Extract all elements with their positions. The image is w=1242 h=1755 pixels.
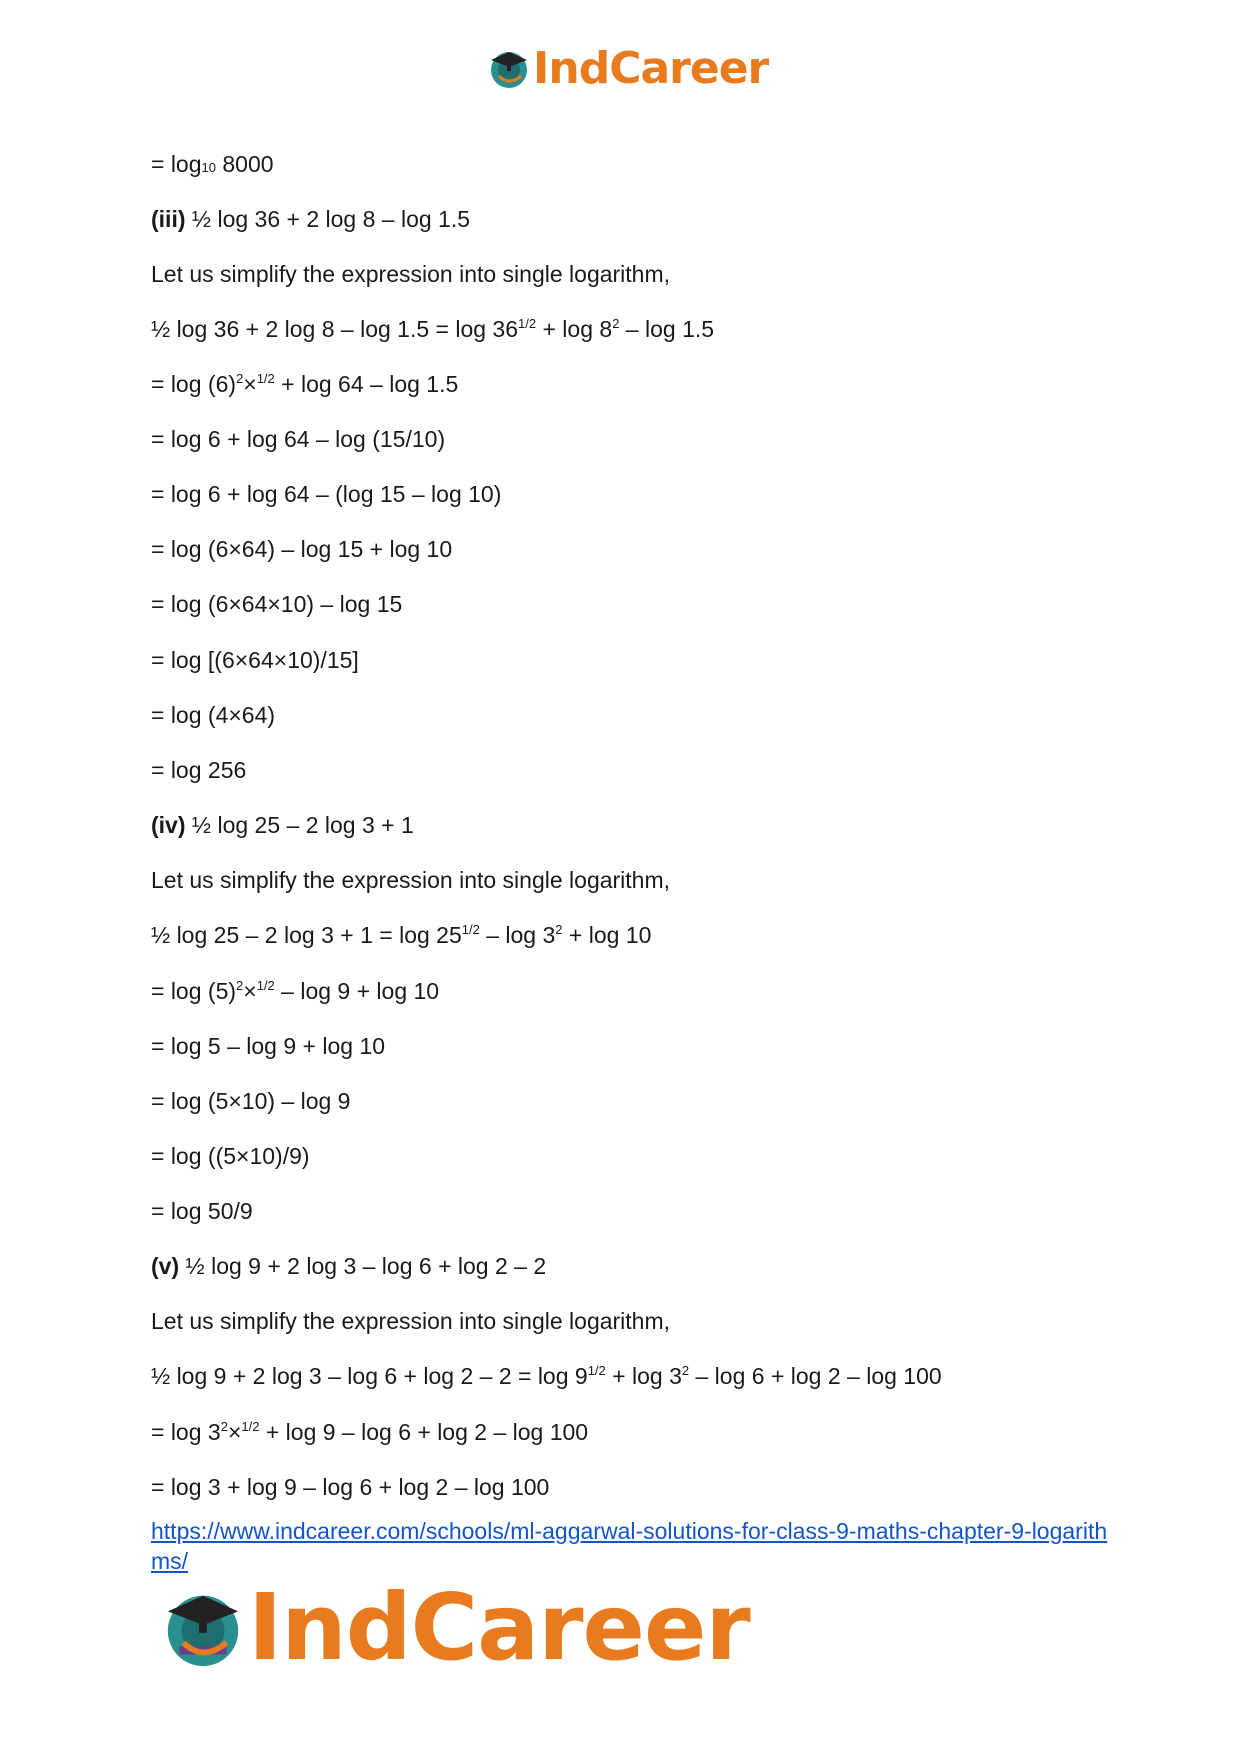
solution-line: Let us simplify the expression into single logarithm, <box>151 867 671 893</box>
graduation-globe-icon <box>487 46 531 90</box>
question-heading: (iii) ½ log 36 + 2 log 8 – log 1.5 <box>151 206 471 232</box>
solution-line: = log [(6×64×10)/15] <box>151 647 359 673</box>
header-logo <box>487 40 768 96</box>
solution-line: = $\log (5)^2\times^{1/2} - \log 9 + \log 10$ <box>151 978 440 1004</box>
solution-line: = log (6×64×10) – log 15 <box>151 591 403 617</box>
solution-line: = log 6 + log 64 – (log 15 – log 10) <box>151 481 502 507</box>
solution-line: ½ log 36 + 2 $\log 8 - \log 1.5 = \log 36^{1/2} + \log 8^2 - \log 1.5$ <box>151 316 715 342</box>
solution-line: = log 3 + log 9 – log 6 + log 2 – log 100 <box>151 1474 550 1500</box>
solution-line: Let us simplify the expression into single logarithm, <box>151 261 671 287</box>
solution-line: = log 50/9 <box>151 1198 253 1224</box>
question-heading: (v) ½ log 9 + 2 log 3 – log 6 + log 2 – 2 <box>151 1253 547 1279</box>
solution-line: = $\log (6)^2\times^{1/2} + \log 64 - \log 1.5$ <box>151 371 459 397</box>
solution-line: ½ log 9 + 2 $\log 3 - \log 6 + \log 2 - 2 = \log 9^{1/2} + \log 3^2 - \log 6 + \log 2 - \log 100$ <box>151 1363 942 1389</box>
solution-line: = log 256 <box>151 757 247 783</box>
question-heading: (iv) ½ log 25 – 2 log 3 + 1 <box>151 812 414 838</box>
solution-line: = log ((5×10)/9) <box>151 1143 310 1169</box>
solution-line: = log (5×10) – log 9 <box>151 1088 351 1114</box>
solution-line: = $\log_{10} 8000$ <box>151 151 274 177</box>
solution-line: = log 5 – log 9 + log 10 <box>151 1033 386 1059</box>
solution-line: = log (6×64) – log 15 + log 10 <box>151 536 453 562</box>
solution-line: ½ log 25 – 2 $\log 3 + 1 = \log 25^{1/2} - \log 3^2 + \log 10$ <box>151 922 652 948</box>
graduation-globe-icon <box>160 1584 246 1670</box>
footer-logo <box>160 1572 750 1682</box>
solution-line: = log (4×64) <box>151 702 276 728</box>
solution-line: Let us simplify the expression into single logarithm, <box>151 1308 671 1334</box>
solution-line: = log 6 + log 64 – log (15/10) <box>151 426 446 452</box>
solution-line: = $\log 3^2\times^{1/2} + \log 9 - \log 6 + \log 2 - \log 100$ <box>151 1419 589 1445</box>
brand-logo-text: IndCareer <box>533 42 769 94</box>
source-link[interactable]: https://www.indcareer.com/schools/ml-aggarwal-solutions-for-class-9-maths-chapter-9-logarithms/ <box>151 1518 1108 1574</box>
brand-logo-text: IndCareer <box>248 1573 750 1681</box>
